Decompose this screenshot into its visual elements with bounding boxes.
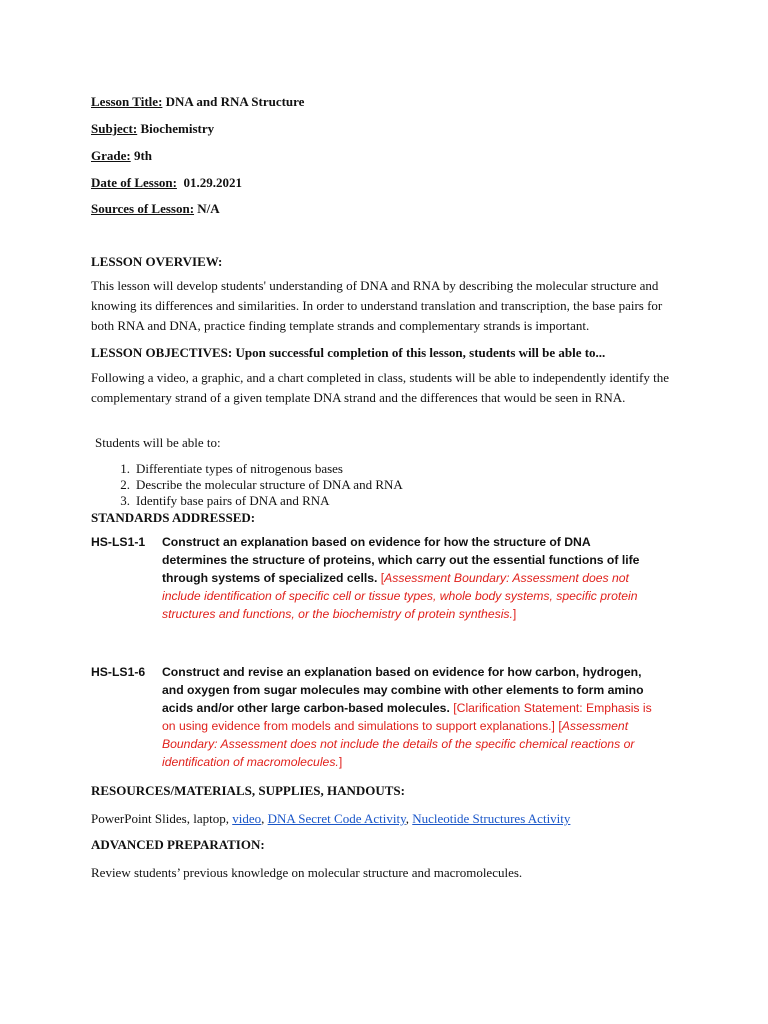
date-line bbox=[91, 175, 242, 191]
bracket-close: ] bbox=[512, 607, 517, 621]
objectives-heading: LESSON OBJECTIVES: Upon successful completion of this lesson, students will be able to... bbox=[91, 345, 606, 360]
assessment-boundary: Assessment Boundary: Assessment does not include identification of specific cell or tissue types, whole body systems, specific protein structures and functions, or the biochemistry of protein synthesis. bbox=[162, 571, 638, 621]
sources-label: Sources of Lesson: bbox=[91, 201, 195, 216]
preparation-body: Review students’ previous knowledge on molecular structure and macromolecules. bbox=[91, 865, 523, 880]
sources-line bbox=[91, 201, 220, 217]
overview-heading: LESSON OVERVIEW: bbox=[91, 254, 223, 269]
resources-line bbox=[91, 811, 570, 827]
list-item-text: Describe the molecular structure of DNA and RNA bbox=[136, 477, 403, 492]
objectives-intro: Students will be able to: bbox=[95, 435, 221, 450]
standard-main-text: Construct and revise an explanation based on evidence for how carbon, hydrogen, and oxygen from sugar molecules may combine with other elements to form amino acids and/or other large carbon-based molecules. bbox=[162, 665, 644, 715]
list-item-number: 3. bbox=[120, 493, 130, 508]
list-item bbox=[110, 461, 510, 477]
grade-line bbox=[91, 148, 152, 164]
lesson-title-label: Lesson Title: bbox=[91, 94, 163, 109]
lesson-title-value: DNA and RNA Structure bbox=[165, 94, 305, 109]
list-item-number: 1. bbox=[120, 461, 130, 476]
objectives-body: Following a video, a graphic, and a chart completed in class, students will be able to independently identify the complementary strand of a given template DNA strand and the differences that would be seen in RNA. bbox=[91, 370, 669, 405]
dna-secret-code-link[interactable]: DNA Secret Code Activity bbox=[267, 811, 406, 826]
preparation-heading: ADVANCED PREPARATION: bbox=[91, 837, 265, 852]
standard-description bbox=[162, 663, 652, 771]
subject-label: Subject: bbox=[91, 121, 138, 136]
nucleotide-structures-link[interactable]: Nucleotide Structures Activity bbox=[412, 811, 571, 826]
standard-code: HS-LS1-6 bbox=[91, 665, 146, 679]
grade-label: Grade: bbox=[91, 148, 131, 163]
subject-value: Biochemistry bbox=[140, 121, 215, 136]
standard-description bbox=[162, 533, 652, 623]
resources-separator: , bbox=[405, 811, 413, 826]
date-value: 01.29.2021 bbox=[183, 175, 242, 190]
sources-value: N/A bbox=[197, 201, 220, 216]
standard-main-text: Construct an explanation based on evidence for how the structure of DNA determines the structure of proteins, which carry out the essential functions of life through systems of specialized cells. bbox=[162, 535, 640, 585]
bracket-close: ] bbox=[338, 755, 343, 769]
assessment-boundary: Assessment Boundary: Assessment does not include the details of the specific chemical reactions or identification of macromolecules. bbox=[162, 719, 635, 769]
resources-separator: , bbox=[261, 811, 268, 826]
subject-line bbox=[91, 121, 214, 137]
bracket-open: [ bbox=[558, 719, 562, 733]
standards-heading: STANDARDS ADDRESSED: bbox=[91, 510, 256, 525]
video-link[interactable]: video bbox=[232, 811, 262, 826]
list-item-number: 2. bbox=[120, 477, 130, 492]
date-label: Date of Lesson: bbox=[91, 175, 177, 190]
standard-code: HS-LS1-1 bbox=[91, 535, 146, 549]
lesson-title-line bbox=[91, 94, 304, 110]
overview-body: This lesson will develop students' understanding of DNA and RNA by describing the molecular structure and knowing its differences and similarities. In order to understand translation and transcription, the base pairs for both RNA and DNA, practice finding template strands and complementary strands is important. bbox=[91, 278, 663, 333]
list-item-text: Differentiate types of nitrogenous bases bbox=[136, 461, 343, 476]
list-item bbox=[110, 493, 510, 509]
list-item bbox=[110, 477, 510, 493]
resources-prefix: PowerPoint Slides, laptop, bbox=[91, 811, 233, 826]
grade-value: 9th bbox=[133, 148, 153, 163]
clarification-statement: [Clarification Statement: Emphasis is on using evidence from models and simulations to support explanations.] bbox=[162, 701, 652, 733]
bracket-open: [ bbox=[380, 571, 385, 585]
list-item-text: Identify base pairs of DNA and RNA bbox=[136, 493, 330, 508]
objectives-list bbox=[110, 461, 510, 509]
resources-heading: RESOURCES/MATERIALS, SUPPLIES, HANDOUTS: bbox=[91, 783, 405, 798]
